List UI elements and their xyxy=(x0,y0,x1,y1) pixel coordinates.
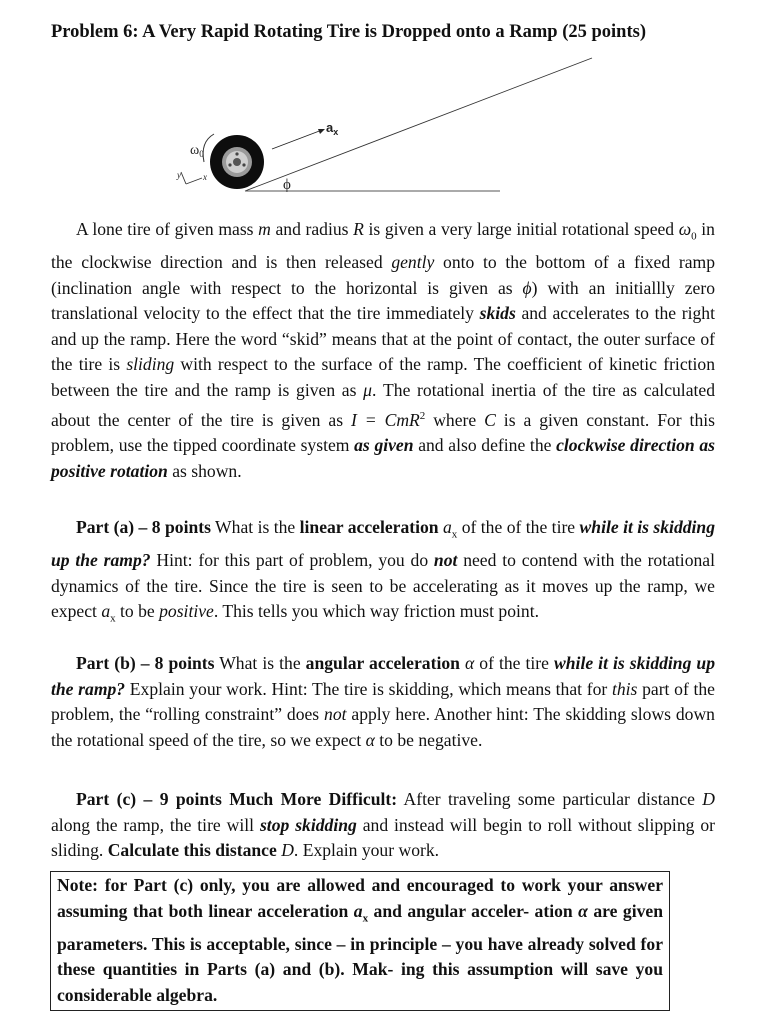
svg-text:y: y xyxy=(177,170,181,180)
ramp-diagram xyxy=(150,50,610,200)
ax-arrowhead xyxy=(318,129,325,134)
part-a-paragraph: Part (a) – 8 points What is the linear acceleration $a_x$ of the of the tire while it is skidding up the ramp? Hint: for this part of problem, you do not need to contend with the rotational dynamics of the tire. Since the tire is seen to be accelerating as it moves up the ramp, we expect $a_x$ to be positive. This tells you which way friction must point. xyxy=(51,517,716,625)
omega-label: $\omega_0$ xyxy=(190,143,204,159)
ramp-incline-line xyxy=(245,58,592,191)
problem-title: Problem 6: A Very Rapid Rotating Tire is Dropped onto a Ramp (25 points) xyxy=(51,22,646,42)
tipped-axes-icon xyxy=(176,170,207,184)
part-b-paragraph: Part (b) – 8 points What is the angular acceleration α of the tire while it is skidding up the ramp? Explain your work. Hint: The tire is skidding, which means that for this part of the problem, the “rolling constraint” does not apply here. Another hint: The skidding slows down the rotational speed of the tire, so we expect α to be negative. xyxy=(51,653,716,750)
ax-arrow-label: $a_x$ xyxy=(326,120,339,137)
ramp-figure xyxy=(150,50,610,200)
svg-text:x: x xyxy=(203,172,207,182)
part-c-paragraph: Part (c) – 9 points Much More Difficult: After traveling some particular distance D along the ramp, the tire will stop skidding and instead will begin to roll without slipping or sliding. Calculate this distance D. Explain your work. xyxy=(51,789,715,861)
phi-angle-label: ϕ xyxy=(283,177,291,193)
note-box: Note: for Part (c) only, you are allowed and encouraged to work your answer assuming that both linear acceleration $a_x$ and angular acceler- ation α are given parameters. This is acceptable, since – in principle – you have already solved for these quantities in Parts (a) and (b). Mak- ing this assumption will save you considerable algebra. xyxy=(50,871,670,1011)
ax-arrow-line xyxy=(272,130,322,149)
intro-paragraph: A lone tire of given mass m and radius R is given a very large initial rotational speed $\omega_0$ in the clockwise direction and is then released gently onto to the bottom of a fixed ramp (inclination angle with respect to the horizontal is given as ϕ) with an initiallly zero translational velocity to the effect that the tire immediately skids and accelerates to the right and up the ramp. Here the word “skid” means that at the point of contact, the outer surface of the tire is sliding with respect to the surface of the ramp. The coefficient of kinetic friction between the tire and the ramp is given as μ. The rotational inertia of the tire as calculated about the center of the tire is given as I = CmR$^2$ where C is a given constant. For this problem, use the tipped coordinate system as given and also define the clockwise direction as positive rotation as shown. xyxy=(51,219,715,481)
tire-icon xyxy=(210,135,264,189)
